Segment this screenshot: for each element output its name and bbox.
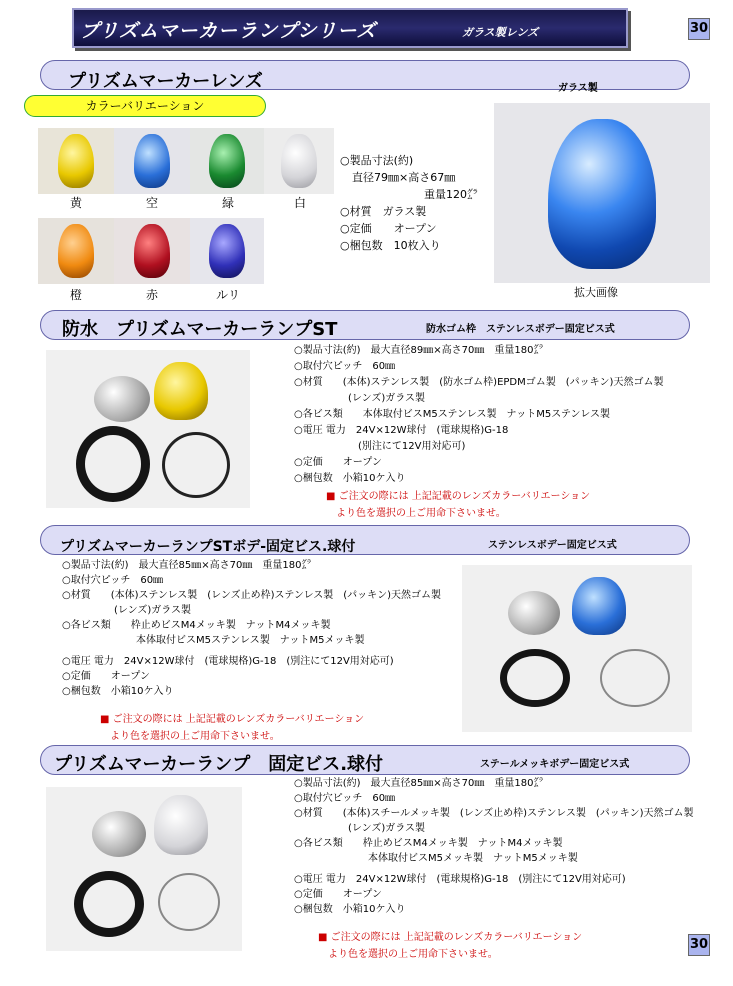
- color-label-white: 白: [293, 196, 306, 210]
- color-label-sky: 空: [145, 196, 158, 210]
- spec-line: ○定価 オープン: [62, 671, 150, 682]
- spec-line: ○取付穴ピッチ 60㎜: [294, 793, 396, 804]
- spec-line: ○電圧 電力 24V×12W球付 (電球規格)G-18 (別注にて12V用対応可): [294, 874, 626, 885]
- spec-line: ○材質 (本体)ステンレス製 (レンズ止め枠)ステンレス製 (パッキン)天然ゴム製: [62, 590, 441, 601]
- lens-photo-white: [264, 128, 334, 194]
- lens-photo-yellow: [38, 128, 114, 194]
- section3-subtitle: ステンレスボデー固定ビス式: [488, 540, 617, 551]
- product-photo-st-body: [462, 565, 692, 732]
- spec-line: (レンズ)ガラス製: [114, 605, 191, 616]
- section1-title: プリズムマーカーレンズ: [68, 71, 263, 92]
- spec-line: 直径79㎜×高さ67㎜: [352, 171, 456, 184]
- color-label-ruri: ルリ: [215, 288, 240, 302]
- lens-photo-red: [114, 218, 190, 284]
- spec-line: 重量120㌘: [424, 188, 478, 201]
- section3-note-2: より色を選択の上ご用命下さいませ。: [110, 731, 280, 742]
- header-subtitle: ガラス製レンズ: [462, 26, 539, 39]
- page-title: プリズムマーカーランプシリーズ: [80, 20, 377, 42]
- spec-line: ○梱包数 10枚入り: [340, 239, 441, 252]
- section2-specs: [294, 343, 663, 487]
- section2-subtitle: 防水ゴム枠 ステンレスボデー固定ビス式: [426, 324, 615, 335]
- color-variation-label: カラーバリエーション: [24, 95, 266, 117]
- section4-note-2: より色を選択の上ご用命下さいませ。: [328, 949, 498, 960]
- section2-note-2: より色を選択の上ご用命下さいませ。: [336, 508, 506, 519]
- lens-photo-green: [190, 128, 264, 194]
- section4-subtitle: ステールメッキボデー固定ビス式: [480, 759, 630, 770]
- spec-line: ○電圧 電力 24V×12W球付 (電球規格)G-18: [294, 425, 509, 436]
- section3-specs: [62, 558, 441, 699]
- lens-photo-orange: [38, 218, 114, 284]
- color-label-green: 緑: [221, 196, 234, 210]
- section4-title: プリズムマーカーランプ 固定ビス.球付: [54, 754, 384, 775]
- spec-line: (レンズ)ガラス製: [348, 393, 425, 404]
- spec-line: ○材質 (本体)ステンレス製 (防水ゴム枠)EPDMゴム製 (パッキン)天然ゴム製: [294, 377, 664, 388]
- product-photo-steel: [46, 787, 242, 951]
- section1-subtitle: ガラス製: [558, 83, 598, 94]
- spec-line: ○電圧 電力 24V×12W球付 (電球規格)G-18 (別注にて12V用対応可): [62, 656, 394, 667]
- spec-line: ○材質 ガラス製: [340, 205, 427, 218]
- spec-line: ○各ビス類 本体取付ビスM5ステンレス製 ナットM5ステンレス製: [294, 409, 611, 420]
- spec-line: ○取付穴ピッチ 60㎜: [294, 361, 396, 372]
- section4-note-1: ■ ご注文の際には 上記記載のレンズカラーバリエーション: [318, 932, 583, 943]
- section4-specs: [294, 776, 694, 917]
- spec-line: ○梱包数 小箱10ケ入り: [294, 904, 406, 915]
- spec-line: ○取付穴ピッチ 60㎜: [62, 575, 164, 586]
- spec-line: ○各ビス類 枠止めビスM4メッキ製 ナットM4メッキ製: [294, 838, 563, 849]
- spec-line: ○製品寸法(約) 最大直径89㎜×高さ70㎜ 重量180㌘: [294, 345, 544, 356]
- spec-line: ○製品寸法(約): [340, 154, 414, 167]
- page-number-bottom: 30: [688, 934, 710, 956]
- spec-line: ○定価 オープン: [294, 889, 382, 900]
- spec-line: ○定価 オープン: [340, 222, 437, 235]
- spec-line: ○定価 オープン: [294, 457, 382, 468]
- color-label-red: 赤: [145, 288, 158, 302]
- spec-line: ○材質 (本体)スチールメッキ製 (レンズ止め枠)ステンレス製 (パッキン)天然ゴム製: [294, 808, 694, 819]
- color-label-yellow: 黄: [69, 196, 82, 210]
- section3-title: プリズムマーカーランプSTボデ-固定ビス.球付: [60, 539, 356, 555]
- section3-note-1: ■ ご注文の際には 上記記載のレンズカラーバリエーション: [100, 714, 365, 725]
- spec-line: ○梱包数 小箱10ケ入り: [62, 686, 174, 697]
- product-photo-st: [46, 350, 250, 508]
- section1-specs: [340, 152, 478, 254]
- spec-line: ○製品寸法(約) 最大直径85㎜×高さ70㎜ 重量180㌘: [62, 560, 312, 571]
- section2-note-1: ■ ご注文の際には 上記記載のレンズカラーバリエーション: [326, 491, 591, 502]
- spec-line: (別注にて12V用対応可): [358, 441, 466, 452]
- section2-title: 防水 プリズムマーカーランプST: [62, 319, 338, 340]
- enlarged-caption: 拡大画像: [574, 286, 618, 299]
- color-label-orange: 橙: [69, 288, 82, 302]
- lens-photo-sky: [114, 128, 190, 194]
- spec-line: ○各ビス類 枠止めビスM4メッキ製 ナットM4メッキ製: [62, 620, 331, 631]
- lens-photo-ruri: [190, 218, 264, 284]
- spec-line: ○製品寸法(約) 最大直径85㎜×高さ70㎜ 重量180㌘: [294, 778, 544, 789]
- spec-line: ○梱包数 小箱10ケ入り: [294, 473, 406, 484]
- spec-line: 本体取付ビスM5ステンレス製 ナットM5メッキ製: [136, 635, 365, 646]
- page-number-top: 30: [688, 18, 710, 40]
- spec-line: 本体取付ビスM5メッキ製 ナットM5メッキ製: [368, 853, 578, 864]
- lens-enlarged-photo: [494, 103, 710, 283]
- spec-line: (レンズ)ガラス製: [348, 823, 425, 834]
